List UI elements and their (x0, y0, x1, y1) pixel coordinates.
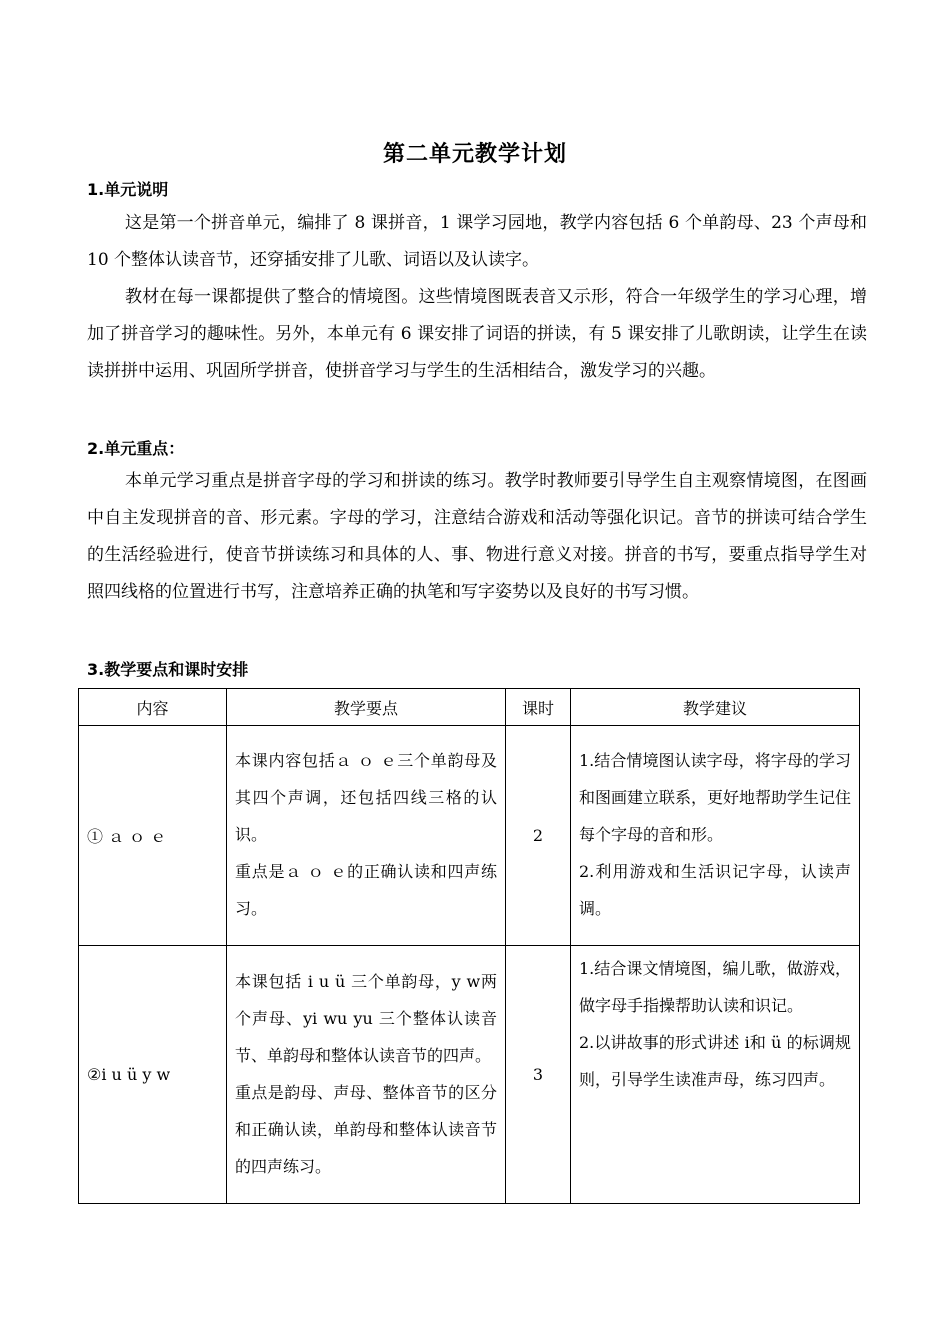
table-header-row (79, 689, 860, 726)
section-2-heading: 2.单元重点： (87, 439, 185, 458)
section-1-heading: 1.单元说明 (87, 180, 169, 199)
header-hours: 课时 (506, 689, 571, 726)
lesson-points (227, 946, 506, 1204)
lesson-points (227, 726, 506, 946)
table-row (79, 726, 860, 946)
lesson-hours: 2 (506, 726, 571, 946)
section-2-paragraph: 本单元学习重点是拼音字母的学习和拼读的练习。教学时教师要引导学生自主观察情境图，在图画中自主发现拼音的音、形元素。字母的学习，注意结合游戏和活动等强化识记。音节的拼读可结合学生的生活经验进行，使音节拼读练习和具体的人、事、物进行意义对接。拼音的书写，要重点指导学生对照四线格的位置进行书写，注意培养正确的执笔和写字姿势以及良好的书写习惯。 (87, 471, 867, 602)
lesson-suggestion: 2.利用游戏和生活识记字母，认读声调。 (579, 862, 851, 918)
lesson-point: 重点是韵母、声母、整体音节的区分和正确认读，单韵母和整体认读音节的四声练习。 (235, 1082, 497, 1176)
lesson-point: 本课包括 i u ü 三个单韵母，y w两个声母、yi wu yu 三个整体认读音节、单韵母和整体认读音节的四声。 (235, 971, 497, 1065)
lesson-content: ②i u ü y w (79, 946, 227, 1204)
lesson-suggestions (571, 726, 860, 946)
table-row (79, 946, 860, 1204)
section-1-paragraph-1: 这是第一个拼音单元，编排了 8 课拼音，1 课学习园地，教学内容包括 6 个单韵母、23 个声母和 10 个整体认读音节，还穿插安排了儿歌、词语以及认读字。 (87, 213, 867, 270)
section-3-heading: 3.教学要点和课时安排 (87, 660, 249, 679)
lesson-suggestions (571, 946, 860, 1204)
lesson-hours: 3 (506, 946, 571, 1204)
header-suggestions: 教学建议 (571, 689, 860, 726)
lesson-suggestion: 1.结合情境图认读字母，将字母的学习和图画建立联系，更好地帮助学生记住每个字母的音和形。 (579, 751, 852, 844)
header-content: 内容 (79, 689, 227, 726)
lesson-content: ① ａ ｏ ｅ (79, 726, 227, 946)
teaching-plan-table (78, 688, 860, 1204)
document-title: 第二单元教学计划 (382, 142, 567, 167)
section-1-paragraph-2: 教材在每一课都提供了整合的情境图。这些情境图既表音又示形，符合一年级学生的学习心理，增加了拼音学习的趣味性。另外，本单元有 6 课安排了词语的拼读，有 5 课安排了儿歌朗读，让学生在读读拼拼中运用、巩固所学拼音，使拼音学习与学生的生活相结合，激发学习的兴趣。 (87, 287, 867, 381)
lesson-suggestion: 2.以讲故事的形式讲述 i和 ü 的标调规则，引导学生读准声母，练习四声。 (579, 1033, 851, 1089)
lesson-suggestion: 1.结合课文情境图，编儿歌，做游戏，做字母手指操帮助认读和识记。 (579, 959, 851, 1015)
header-points: 教学要点 (227, 689, 506, 726)
lesson-point: 本课内容包括ａ ｏ ｅ三个单韵母及其四个声调，还包括四线三格的认识。 (235, 751, 497, 844)
lesson-point: 重点是ａ ｏ ｅ的正确认读和四声练习。 (235, 862, 497, 918)
